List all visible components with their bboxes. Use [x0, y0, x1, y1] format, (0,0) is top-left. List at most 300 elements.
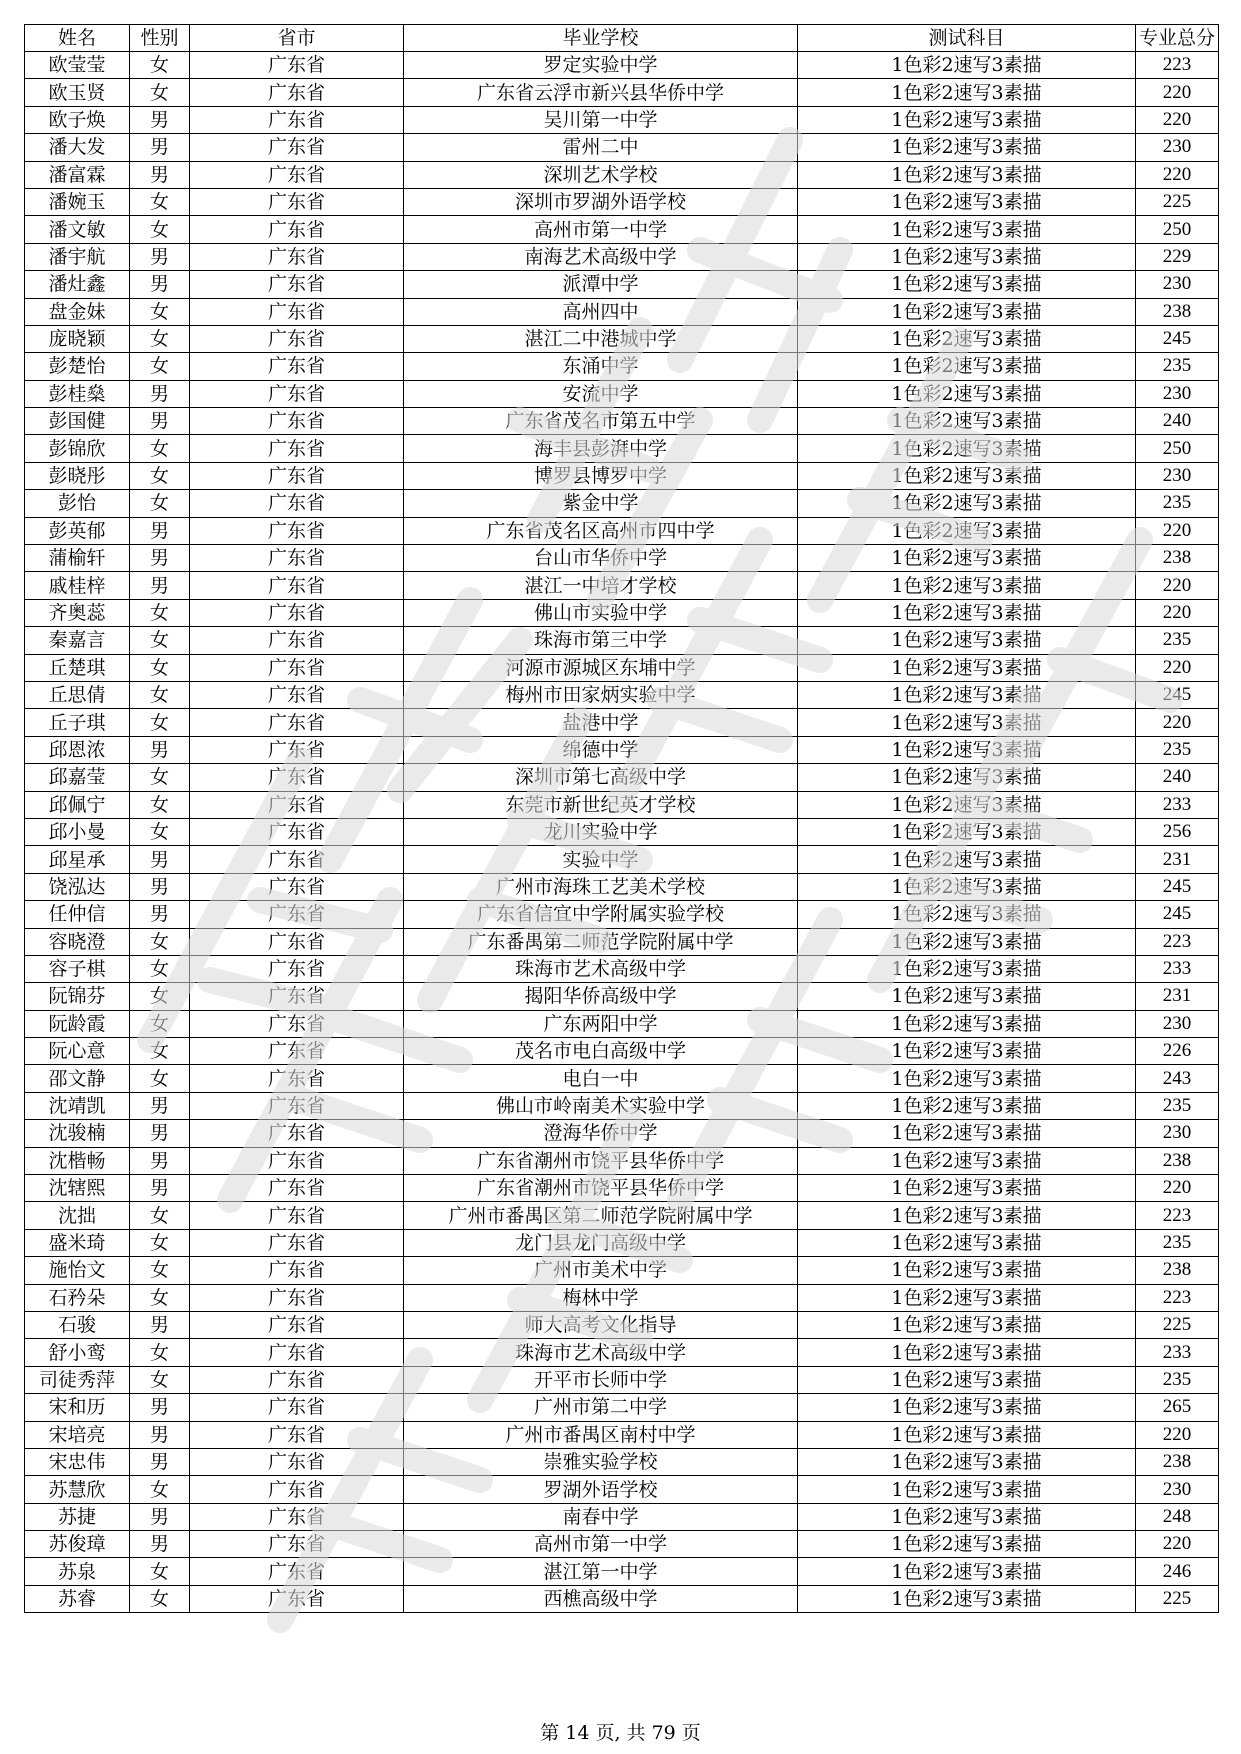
cell-subjects: 1色彩2速写3素描	[798, 380, 1136, 407]
cell-total-score: 235	[1136, 1229, 1219, 1256]
cell-gender: 女	[130, 681, 190, 708]
cell-gender: 女	[130, 298, 190, 325]
cell-school: 广东省茂名市第五中学	[404, 408, 798, 435]
cell-subjects: 1色彩2速写3素描	[798, 1366, 1136, 1393]
cell-subjects: 1色彩2速写3素描	[798, 846, 1136, 873]
cell-total-score: 250	[1136, 216, 1219, 243]
cell-school: 龙门县龙门高级中学	[404, 1229, 798, 1256]
cell-subjects: 1色彩2速写3素描	[798, 161, 1136, 188]
cell-school: 紫金中学	[404, 490, 798, 517]
table-row	[25, 928, 1219, 955]
table-row	[25, 1147, 1219, 1174]
cell-subjects: 1色彩2速写3素描	[798, 1147, 1136, 1174]
cell-school: 吴川第一中学	[404, 106, 798, 133]
table-row	[25, 846, 1219, 873]
cell-gender: 女	[130, 627, 190, 654]
cell-gender: 男	[130, 243, 190, 270]
cell-school: 台山市华侨中学	[404, 545, 798, 572]
table-row	[25, 435, 1219, 462]
cell-name: 庞晓颖	[25, 325, 130, 352]
cell-name: 蒲榆轩	[25, 545, 130, 572]
table-row	[25, 1448, 1219, 1475]
table-row	[25, 736, 1219, 763]
cell-school: 佛山市实验中学	[404, 599, 798, 626]
cell-total-score: 248	[1136, 1503, 1219, 1530]
cell-school: 揭阳华侨高级中学	[404, 983, 798, 1010]
cell-subjects: 1色彩2速写3素描	[798, 435, 1136, 462]
cell-province: 广东省	[190, 79, 404, 106]
cell-subjects: 1色彩2速写3素描	[798, 599, 1136, 626]
cell-total-score: 235	[1136, 353, 1219, 380]
cell-total-score: 226	[1136, 1038, 1219, 1065]
page-footer: 第 14 页, 共 79 页	[540, 1722, 701, 1744]
cell-school: 广东省茂名区高州市四中学	[404, 517, 798, 544]
table-row	[25, 408, 1219, 435]
table-row	[25, 1366, 1219, 1393]
cell-gender: 男	[130, 1503, 190, 1530]
cell-total-score: 235	[1136, 627, 1219, 654]
cell-name: 潘文敏	[25, 216, 130, 243]
cell-subjects: 1色彩2速写3素描	[798, 1175, 1136, 1202]
cell-subjects: 1色彩2速写3素描	[798, 1476, 1136, 1503]
cell-school: 广东两阳中学	[404, 1010, 798, 1037]
table-row	[25, 325, 1219, 352]
table-row	[25, 545, 1219, 572]
cell-name: 施怡文	[25, 1257, 130, 1284]
cell-school: 高州市第一中学	[404, 216, 798, 243]
cell-total-score: 223	[1136, 52, 1219, 79]
table-row	[25, 983, 1219, 1010]
cell-total-score: 230	[1136, 271, 1219, 298]
table-row	[25, 1202, 1219, 1229]
cell-subjects: 1色彩2速写3素描	[798, 79, 1136, 106]
table-row	[25, 1585, 1219, 1612]
cell-subjects: 1色彩2速写3素描	[798, 1065, 1136, 1092]
table-row	[25, 161, 1219, 188]
cell-name: 潘灶鑫	[25, 271, 130, 298]
cell-subjects: 1色彩2速写3素描	[798, 408, 1136, 435]
cell-school: 佛山市岭南美术实验中学	[404, 1092, 798, 1119]
cell-province: 广东省	[190, 1476, 404, 1503]
cell-gender: 女	[130, 1010, 190, 1037]
cell-gender: 女	[130, 462, 190, 489]
cell-name: 丘子琪	[25, 709, 130, 736]
cell-total-score: 240	[1136, 408, 1219, 435]
cell-province: 广东省	[190, 490, 404, 517]
cell-total-score: 230	[1136, 380, 1219, 407]
cell-province: 广东省	[190, 1120, 404, 1147]
cell-subjects: 1色彩2速写3素描	[798, 983, 1136, 1010]
cell-name: 宋培亮	[25, 1421, 130, 1448]
cell-name: 邱佩宁	[25, 791, 130, 818]
cell-school: 深圳艺术学校	[404, 161, 798, 188]
cell-total-score: 265	[1136, 1394, 1219, 1421]
cell-school: 南春中学	[404, 1503, 798, 1530]
cell-name: 沈拙	[25, 1202, 130, 1229]
cell-subjects: 1色彩2速写3素描	[798, 1585, 1136, 1612]
cell-school: 澄海华侨中学	[404, 1120, 798, 1147]
cell-gender: 女	[130, 1038, 190, 1065]
cell-province: 广东省	[190, 1394, 404, 1421]
cell-total-score: 230	[1136, 1120, 1219, 1147]
cell-total-score: 235	[1136, 736, 1219, 763]
cell-province: 广东省	[190, 1339, 404, 1366]
table-row	[25, 1503, 1219, 1530]
cell-name: 彭楚怡	[25, 353, 130, 380]
cell-total-score: 220	[1136, 1531, 1219, 1558]
cell-total-score: 245	[1136, 681, 1219, 708]
cell-province: 广东省	[190, 1284, 404, 1311]
cell-subjects: 1色彩2速写3素描	[798, 1531, 1136, 1558]
table-row	[25, 188, 1219, 215]
cell-total-score: 240	[1136, 764, 1219, 791]
cell-gender: 女	[130, 709, 190, 736]
cell-total-score: 220	[1136, 79, 1219, 106]
cell-gender: 男	[130, 161, 190, 188]
cell-school: 博罗县博罗中学	[404, 462, 798, 489]
cell-name: 欧玉贤	[25, 79, 130, 106]
cell-gender: 男	[130, 846, 190, 873]
cell-province: 广东省	[190, 216, 404, 243]
table-row	[25, 654, 1219, 681]
cell-subjects: 1色彩2速写3素描	[798, 1311, 1136, 1338]
cell-school: 广东番禺第二师范学院附属中学	[404, 928, 798, 955]
cell-province: 广东省	[190, 1010, 404, 1037]
cell-gender: 男	[130, 572, 190, 599]
cell-province: 广东省	[190, 243, 404, 270]
cell-subjects: 1色彩2速写3素描	[798, 216, 1136, 243]
cell-total-score: 238	[1136, 1147, 1219, 1174]
cell-gender: 女	[130, 1229, 190, 1256]
cell-province: 广东省	[190, 599, 404, 626]
cell-province: 广东省	[190, 1202, 404, 1229]
cell-gender: 男	[130, 1120, 190, 1147]
cell-subjects: 1色彩2速写3素描	[798, 1257, 1136, 1284]
cell-name: 舒小鸾	[25, 1339, 130, 1366]
cell-school: 广州市海珠工艺美术学校	[404, 873, 798, 900]
cell-name: 沈辖熙	[25, 1175, 130, 1202]
cell-subjects: 1色彩2速写3素描	[798, 654, 1136, 681]
table-row	[25, 1394, 1219, 1421]
cell-subjects: 1色彩2速写3素描	[798, 106, 1136, 133]
cell-total-score: 233	[1136, 1339, 1219, 1366]
cell-subjects: 1色彩2速写3素描	[798, 134, 1136, 161]
table-row	[25, 380, 1219, 407]
cell-total-score: 225	[1136, 1311, 1219, 1338]
cell-name: 石矜朵	[25, 1284, 130, 1311]
cell-gender: 女	[130, 1558, 190, 1585]
cell-gender: 女	[130, 928, 190, 955]
cell-gender: 男	[130, 134, 190, 161]
cell-school: 珠海市艺术高级中学	[404, 1339, 798, 1366]
cell-school: 罗定实验中学	[404, 52, 798, 79]
cell-subjects: 1色彩2速写3素描	[798, 545, 1136, 572]
cell-name: 彭怡	[25, 490, 130, 517]
header-province: 省市	[190, 25, 404, 52]
cell-province: 广东省	[190, 654, 404, 681]
cell-subjects: 1色彩2速写3素描	[798, 271, 1136, 298]
table-row	[25, 873, 1219, 900]
cell-province: 广东省	[190, 1175, 404, 1202]
cell-name: 潘宇航	[25, 243, 130, 270]
cell-name: 容子棋	[25, 955, 130, 982]
table-row	[25, 1120, 1219, 1147]
cell-subjects: 1色彩2速写3素描	[798, 709, 1136, 736]
cell-name: 邱嘉莹	[25, 764, 130, 791]
cell-school: 西樵高级中学	[404, 1585, 798, 1612]
cell-gender: 女	[130, 1065, 190, 1092]
cell-province: 广东省	[190, 901, 404, 928]
table-row	[25, 1038, 1219, 1065]
cell-province: 广东省	[190, 818, 404, 845]
cell-province: 广东省	[190, 1366, 404, 1393]
cell-province: 广东省	[190, 1038, 404, 1065]
cell-subjects: 1色彩2速写3素描	[798, 901, 1136, 928]
cell-gender: 女	[130, 353, 190, 380]
table-row	[25, 572, 1219, 599]
cell-gender: 女	[130, 188, 190, 215]
cell-gender: 女	[130, 1476, 190, 1503]
cell-gender: 男	[130, 1092, 190, 1119]
cell-province: 广东省	[190, 408, 404, 435]
table-row	[25, 490, 1219, 517]
cell-gender: 女	[130, 1339, 190, 1366]
cell-province: 广东省	[190, 1421, 404, 1448]
cell-school: 电白一中	[404, 1065, 798, 1092]
cell-province: 广东省	[190, 1448, 404, 1475]
cell-province: 广东省	[190, 709, 404, 736]
cell-gender: 女	[130, 955, 190, 982]
table-row	[25, 955, 1219, 982]
cell-subjects: 1色彩2速写3素描	[798, 1421, 1136, 1448]
cell-subjects: 1色彩2速写3素描	[798, 243, 1136, 270]
cell-gender: 女	[130, 654, 190, 681]
cell-school: 安流中学	[404, 380, 798, 407]
cell-total-score: 223	[1136, 1284, 1219, 1311]
cell-name: 邱恩浓	[25, 736, 130, 763]
cell-gender: 男	[130, 1448, 190, 1475]
cell-total-score: 238	[1136, 298, 1219, 325]
cell-province: 广东省	[190, 681, 404, 708]
cell-name: 邱星承	[25, 846, 130, 873]
cell-subjects: 1色彩2速写3素描	[798, 736, 1136, 763]
cell-total-score: 230	[1136, 134, 1219, 161]
cell-school: 龙川实验中学	[404, 818, 798, 845]
score-table	[24, 24, 1219, 1613]
cell-gender: 男	[130, 1531, 190, 1558]
table-row	[25, 901, 1219, 928]
cell-total-score: 235	[1136, 1366, 1219, 1393]
cell-subjects: 1色彩2速写3素描	[798, 572, 1136, 599]
cell-name: 潘大发	[25, 134, 130, 161]
table-row	[25, 1175, 1219, 1202]
cell-province: 广东省	[190, 1065, 404, 1092]
table-row	[25, 627, 1219, 654]
cell-total-score: 230	[1136, 1476, 1219, 1503]
cell-school: 茂名市电白高级中学	[404, 1038, 798, 1065]
cell-subjects: 1色彩2速写3素描	[798, 1092, 1136, 1119]
cell-school: 梅州市田家炳实验中学	[404, 681, 798, 708]
cell-subjects: 1色彩2速写3素描	[798, 873, 1136, 900]
cell-total-score: 225	[1136, 188, 1219, 215]
table-row	[25, 1558, 1219, 1585]
cell-name: 司徒秀萍	[25, 1366, 130, 1393]
cell-total-score: 246	[1136, 1558, 1219, 1585]
cell-total-score: 220	[1136, 599, 1219, 626]
cell-total-score: 220	[1136, 654, 1219, 681]
cell-province: 广东省	[190, 983, 404, 1010]
cell-school: 珠海市艺术高级中学	[404, 955, 798, 982]
cell-name: 丘思倩	[25, 681, 130, 708]
cell-name: 任仲信	[25, 901, 130, 928]
cell-province: 广东省	[190, 873, 404, 900]
cell-school: 广州市番禺区南村中学	[404, 1421, 798, 1448]
cell-school: 深圳市罗湖外语学校	[404, 188, 798, 215]
cell-name: 彭国健	[25, 408, 130, 435]
cell-gender: 女	[130, 490, 190, 517]
cell-province: 广东省	[190, 106, 404, 133]
cell-province: 广东省	[190, 380, 404, 407]
cell-name: 欧莹莹	[25, 52, 130, 79]
table-row	[25, 1092, 1219, 1119]
cell-total-score: 233	[1136, 791, 1219, 818]
cell-gender: 男	[130, 408, 190, 435]
cell-subjects: 1色彩2速写3素描	[798, 1503, 1136, 1530]
cell-subjects: 1色彩2速写3素描	[798, 818, 1136, 845]
cell-gender: 男	[130, 380, 190, 407]
cell-province: 广东省	[190, 1311, 404, 1338]
cell-name: 潘富霖	[25, 161, 130, 188]
cell-province: 广东省	[190, 435, 404, 462]
cell-gender: 女	[130, 1284, 190, 1311]
cell-subjects: 1色彩2速写3素描	[798, 1558, 1136, 1585]
cell-gender: 女	[130, 599, 190, 626]
table-body	[25, 52, 1219, 1613]
table-row	[25, 462, 1219, 489]
cell-name: 阮锦芬	[25, 983, 130, 1010]
cell-province: 广东省	[190, 517, 404, 544]
cell-subjects: 1色彩2速写3素描	[798, 490, 1136, 517]
cell-school: 罗湖外语学校	[404, 1476, 798, 1503]
cell-school: 雷州二中	[404, 134, 798, 161]
cell-total-score: 238	[1136, 545, 1219, 572]
cell-total-score: 238	[1136, 1257, 1219, 1284]
cell-name: 秦嘉言	[25, 627, 130, 654]
cell-province: 广东省	[190, 1531, 404, 1558]
cell-province: 广东省	[190, 353, 404, 380]
cell-gender: 女	[130, 818, 190, 845]
cell-province: 广东省	[190, 271, 404, 298]
cell-province: 广东省	[190, 736, 404, 763]
cell-school: 崇雅实验学校	[404, 1448, 798, 1475]
cell-subjects: 1色彩2速写3素描	[798, 1038, 1136, 1065]
cell-name: 阮心意	[25, 1038, 130, 1065]
table-row	[25, 243, 1219, 270]
cell-total-score: 243	[1136, 1065, 1219, 1092]
table-row	[25, 764, 1219, 791]
table-row	[25, 1311, 1219, 1338]
cell-province: 广东省	[190, 572, 404, 599]
cell-school: 高州市第一中学	[404, 1531, 798, 1558]
cell-total-score: 245	[1136, 901, 1219, 928]
cell-total-score: 245	[1136, 873, 1219, 900]
cell-name: 盛米琦	[25, 1229, 130, 1256]
header-name: 姓名	[25, 25, 130, 52]
cell-gender: 女	[130, 1585, 190, 1612]
cell-province: 广东省	[190, 791, 404, 818]
cell-name: 沈楷畅	[25, 1147, 130, 1174]
cell-gender: 女	[130, 79, 190, 106]
cell-total-score: 235	[1136, 490, 1219, 517]
cell-name: 苏俊璋	[25, 1531, 130, 1558]
cell-school: 派潭中学	[404, 271, 798, 298]
cell-subjects: 1色彩2速写3素描	[798, 325, 1136, 352]
cell-subjects: 1色彩2速写3素描	[798, 764, 1136, 791]
cell-name: 邵文静	[25, 1065, 130, 1092]
cell-name: 盘金妹	[25, 298, 130, 325]
cell-subjects: 1色彩2速写3素描	[798, 791, 1136, 818]
cell-school: 广东省云浮市新兴县华侨中学	[404, 79, 798, 106]
cell-total-score: 250	[1136, 435, 1219, 462]
cell-subjects: 1色彩2速写3素描	[798, 1284, 1136, 1311]
cell-gender: 女	[130, 1202, 190, 1229]
cell-gender: 男	[130, 1175, 190, 1202]
cell-name: 苏泉	[25, 1558, 130, 1585]
cell-province: 广东省	[190, 1092, 404, 1119]
cell-gender: 女	[130, 216, 190, 243]
cell-total-score: 220	[1136, 1421, 1219, 1448]
cell-gender: 男	[130, 1311, 190, 1338]
header-total-score: 专业总分	[1136, 25, 1219, 52]
cell-subjects: 1色彩2速写3素描	[798, 1229, 1136, 1256]
cell-total-score: 230	[1136, 1010, 1219, 1037]
table-row	[25, 52, 1219, 79]
cell-province: 广东省	[190, 1229, 404, 1256]
cell-school: 广东省潮州市饶平县华侨中学	[404, 1147, 798, 1174]
cell-province: 广东省	[190, 325, 404, 352]
cell-name: 邱小曼	[25, 818, 130, 845]
cell-gender: 女	[130, 1366, 190, 1393]
table-row	[25, 1284, 1219, 1311]
cell-total-score: 220	[1136, 709, 1219, 736]
cell-school: 梅林中学	[404, 1284, 798, 1311]
cell-school: 海丰县彭湃中学	[404, 435, 798, 462]
cell-province: 广东省	[190, 462, 404, 489]
cell-province: 广东省	[190, 134, 404, 161]
table-row	[25, 216, 1219, 243]
cell-province: 广东省	[190, 52, 404, 79]
table-row	[25, 1010, 1219, 1037]
cell-total-score: 220	[1136, 572, 1219, 599]
cell-total-score: 220	[1136, 106, 1219, 133]
cell-school: 东涌中学	[404, 353, 798, 380]
cell-school: 广东省信宜中学附属实验学校	[404, 901, 798, 928]
table-row	[25, 134, 1219, 161]
results-sheet	[24, 24, 1218, 1613]
cell-subjects: 1色彩2速写3素描	[798, 188, 1136, 215]
header-school: 毕业学校	[404, 25, 798, 52]
cell-school: 广州市美术中学	[404, 1257, 798, 1284]
cell-total-score: 231	[1136, 983, 1219, 1010]
table-row	[25, 1229, 1219, 1256]
cell-subjects: 1色彩2速写3素描	[798, 517, 1136, 544]
cell-province: 广东省	[190, 298, 404, 325]
cell-province: 广东省	[190, 627, 404, 654]
table-row	[25, 298, 1219, 325]
cell-school: 绵德中学	[404, 736, 798, 763]
cell-subjects: 1色彩2速写3素描	[798, 462, 1136, 489]
cell-gender: 男	[130, 1147, 190, 1174]
